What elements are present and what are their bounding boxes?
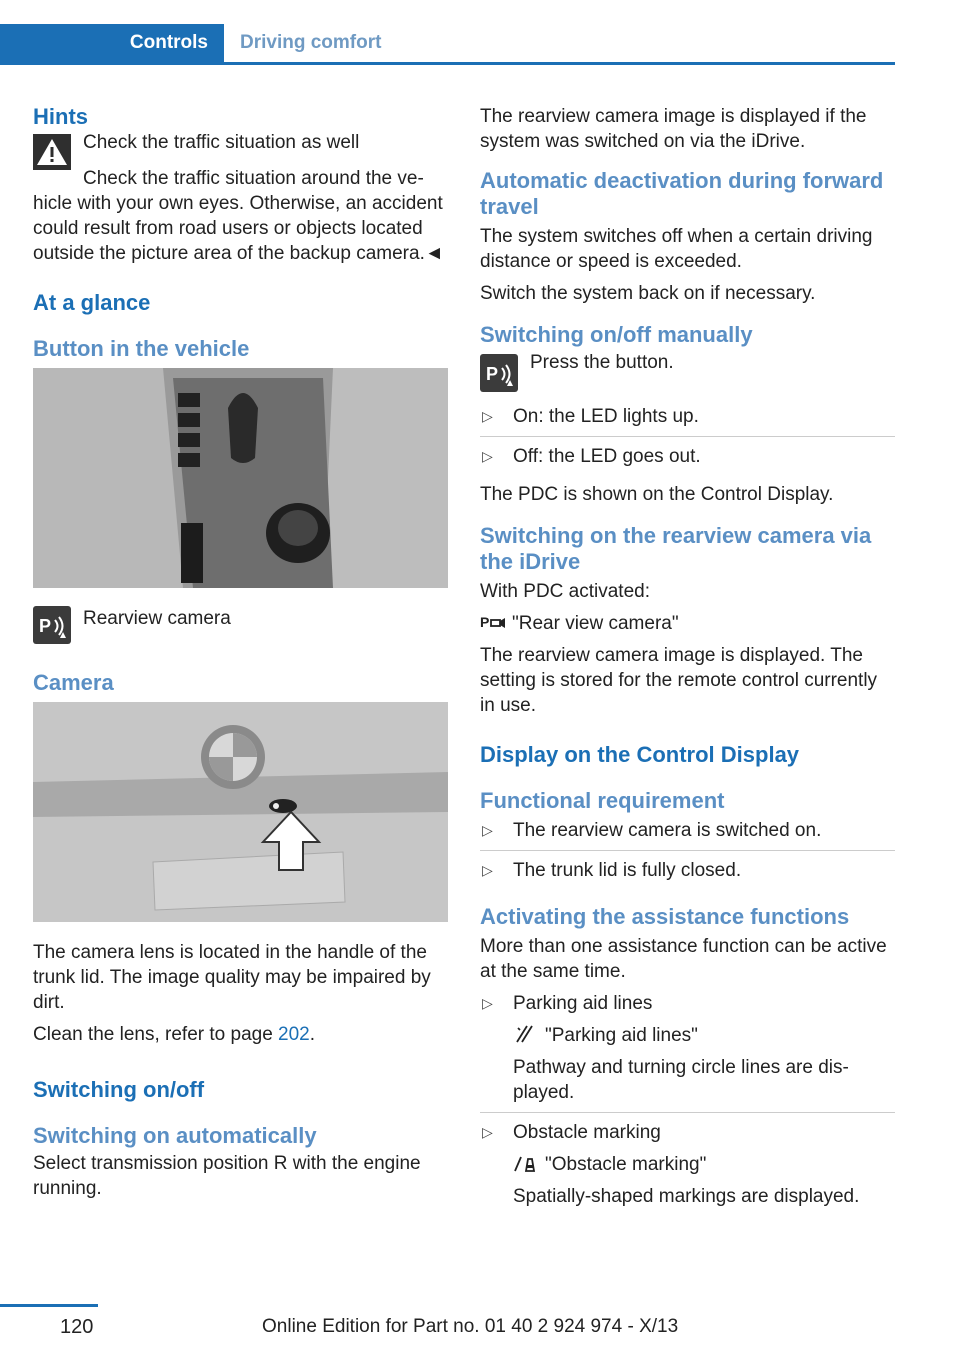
bullet-triangle-icon: ▷ [482,862,493,878]
right-column [480,100,895,1223]
switch-back-text: Switch the system back on if necessary. [480,283,816,304]
obstacle-marking-menu-item[interactable]: "Obstacle marking" [513,1152,895,1177]
rearview-camera-button-caption [33,606,448,644]
press-button-text: Press the button. [530,352,674,373]
manual-heading: Switching on/off manually [480,322,753,347]
auto-heading: Switching on automatically [33,1123,317,1148]
warning-text: Check the traffic situation around the vehicle with your own eyes. Otherwise, an accident could result from road users or objects located outside the picture area of the backup camera.◄ [33,168,444,264]
pdc-shown-text: The PDC is shown on the Control Display. [480,484,834,505]
list-item-obstacle-marking: ▷ Obstacle marking "Obstacle marking" Spatially-shaped markings are displayed. [480,1120,895,1216]
tab-controls[interactable]: Controls [0,24,224,62]
page-header [0,24,895,65]
bullet-triangle-icon: ▷ [482,448,493,464]
button-heading: Button in the vehicle [33,336,250,361]
svg-text:P: P [39,616,52,636]
warning-icon [33,134,71,170]
bullet-triangle-icon: ▷ [482,995,493,1011]
hints-heading: Hints [33,104,88,129]
trunk-camera-photo [33,702,448,922]
bullet-triangle-icon: ▷ [482,408,493,424]
edition-text: Online Edition for Part no. 01 40 2 924 974 - X/13 [262,1316,679,1337]
bullet-triangle-icon: ▷ [482,1124,493,1140]
intro-text: The rearview camera image is displayed if the system was switched on via the iDrive. [480,106,867,152]
pdc-button-icon [480,354,518,392]
svg-text:P: P [486,364,499,384]
assistance-list [480,991,895,1216]
with-pdc-text: With PDC activated: [480,581,650,602]
clean-lens-text: Clean the lens, refer to page 202. [33,1024,316,1045]
page-number: 120 [60,1316,94,1338]
activating-heading: Activating the assistance functions [480,904,850,929]
page-link[interactable]: 202 [278,1024,310,1045]
parking-aid-lines-icon [513,1024,539,1044]
left-column [33,100,448,1208]
stored-text: The rearview camera image is displayed. The setting is stored for the remote control currently in use. [480,645,878,716]
parking-aid-menu-item[interactable]: "Parking aid lines" [513,1023,895,1048]
svg-text:P: P [480,614,490,630]
footer-rule [0,1304,98,1307]
list-item-parking-aid-lines: ▷ Parking aid lines "Parking aid lines" Pathway and turning circle lines are displayed. [480,991,895,1113]
obstacle-marking-icon [513,1153,539,1173]
camera-text: The camera lens is located in the handle of the trunk lid. The image quality may be impaired by dirt. [33,942,431,1013]
camera-heading: Camera [33,670,114,695]
bullet-triangle-icon: ▷ [482,822,493,838]
auto-text: Select transmission position R with the engine running. [33,1153,421,1199]
switching-heading: Switching on/off [33,1077,205,1102]
idrive-heading: Switching on the rearview camera via the iDrive [480,523,872,574]
pdc-button-icon [33,606,71,644]
warning-title: Check the traffic situation as well [83,132,360,153]
functional-requirement-heading: Functional requirement [480,788,725,813]
requirement-list [480,818,895,890]
warning-block [33,134,448,170]
list-item: ▷ On: the LED lights up. [480,404,895,437]
list-item: ▷ The trunk lid is fully closed. [482,860,742,881]
tab-driving-comfort[interactable]: Driving comfort [240,32,382,53]
center-console-photo [33,368,448,588]
rear-camera-menu-icon [480,612,506,632]
list-item: ▷ Off: the LED goes out. [482,446,701,467]
rearview-camera-label: Rearview camera [83,608,231,629]
auto-deactivation-heading: Automatic deactivation during forward travel [480,168,884,219]
display-heading: Display on the Control Display [480,742,800,767]
at-a-glance-heading: At a glance [33,290,151,315]
led-list [480,404,895,476]
rear-view-menu-item[interactable]: P "Rear view camera" [480,613,679,634]
auto-deactivation-text: The system switches off when a certain driving distance or speed is exceeded. [480,226,873,272]
press-button-row [480,354,895,392]
activating-text: More than one assistance function can be active at the same time. [480,936,887,982]
list-item: ▷ The rearview camera is switched on. [480,818,895,851]
